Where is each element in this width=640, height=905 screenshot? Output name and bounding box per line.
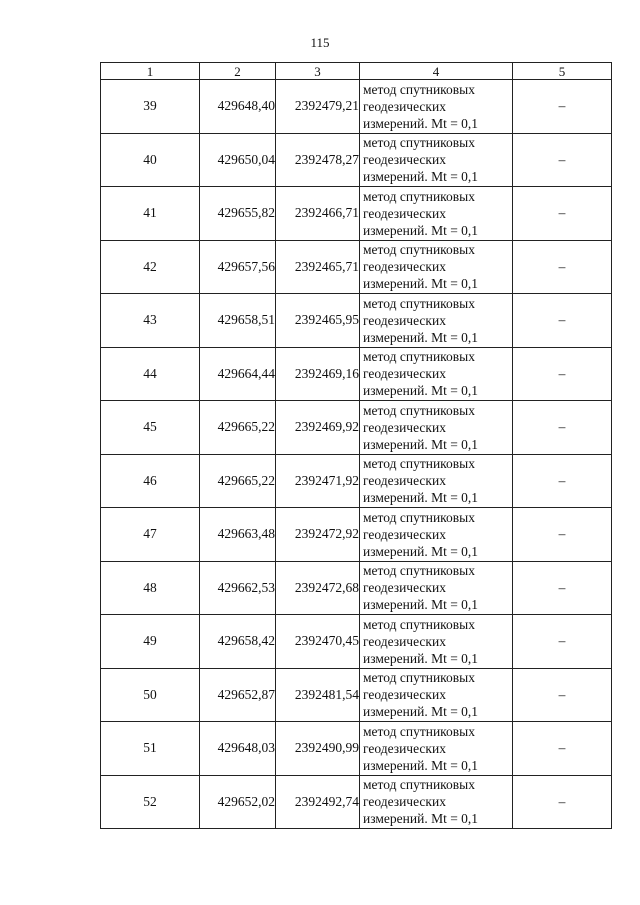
x-coordinate-cell: 429658,51	[200, 294, 276, 348]
y-coordinate-cell: 2392469,92	[276, 401, 360, 455]
table-row	[101, 240, 612, 294]
method-line: измерений. Mt = 0,1	[363, 757, 479, 773]
method-line: измерений. Mt = 0,1	[363, 276, 479, 292]
point-number-cell: 41	[101, 187, 200, 241]
method-line: метод спутниковых	[363, 563, 475, 579]
note-cell: –	[513, 508, 612, 562]
point-number-cell: 49	[101, 615, 200, 669]
method-line: метод спутниковых	[363, 777, 475, 793]
y-coordinate-cell: 2392472,68	[276, 561, 360, 615]
x-coordinate-cell: 429652,02	[200, 775, 276, 829]
method-line: метод спутниковых	[363, 135, 475, 151]
method-line: измерений. Mt = 0,1	[363, 490, 479, 506]
method-line: геодезических	[363, 526, 446, 542]
note-cell: –	[513, 561, 612, 615]
table-row	[101, 187, 612, 241]
x-coordinate-cell: 429665,22	[200, 454, 276, 508]
y-coordinate-cell: 2392466,71	[276, 187, 360, 241]
table-row	[101, 80, 612, 134]
y-coordinate-cell: 2392490,99	[276, 722, 360, 776]
note-cell: –	[513, 454, 612, 508]
column-header: 2	[200, 63, 276, 80]
point-number-cell: 47	[101, 508, 200, 562]
note-cell: –	[513, 133, 612, 187]
method-line: метод спутниковых	[363, 402, 475, 418]
method-cell	[360, 401, 513, 455]
table-row	[101, 508, 612, 562]
method-line: геодезических	[363, 794, 446, 810]
coordinates-table	[100, 62, 612, 829]
column-header: 4	[360, 63, 513, 80]
method-line: геодезических	[363, 633, 446, 649]
point-number-cell: 40	[101, 133, 200, 187]
method-cell	[360, 80, 513, 134]
method-cell	[360, 722, 513, 776]
x-coordinate-cell: 429665,22	[200, 401, 276, 455]
method-cell	[360, 615, 513, 669]
method-line: измерений. Mt = 0,1	[363, 436, 479, 452]
method-line: измерений. Mt = 0,1	[363, 329, 479, 345]
point-number-cell: 43	[101, 294, 200, 348]
table-row	[101, 775, 612, 829]
method-line: метод спутниковых	[363, 349, 475, 365]
y-coordinate-cell: 2392479,21	[276, 80, 360, 134]
method-line: измерений. Mt = 0,1	[363, 811, 479, 827]
method-cell	[360, 294, 513, 348]
point-number-cell: 51	[101, 722, 200, 776]
method-cell	[360, 347, 513, 401]
method-cell	[360, 240, 513, 294]
method-line: измерений. Mt = 0,1	[363, 543, 479, 559]
method-line: измерений. Mt = 0,1	[363, 383, 479, 399]
column-header: 5	[513, 63, 612, 80]
point-number-cell: 44	[101, 347, 200, 401]
table-row	[101, 133, 612, 187]
note-cell: –	[513, 722, 612, 776]
point-number-cell: 46	[101, 454, 200, 508]
method-cell	[360, 187, 513, 241]
x-coordinate-cell: 429648,03	[200, 722, 276, 776]
method-cell	[360, 561, 513, 615]
table-row	[101, 454, 612, 508]
point-number-cell: 39	[101, 80, 200, 134]
column-header: 3	[276, 63, 360, 80]
note-cell: –	[513, 615, 612, 669]
method-line: измерений. Mt = 0,1	[363, 597, 479, 613]
method-line: геодезических	[363, 419, 446, 435]
method-cell	[360, 454, 513, 508]
point-number-cell: 50	[101, 668, 200, 722]
y-coordinate-cell: 2392469,16	[276, 347, 360, 401]
method-line: геодезических	[363, 473, 446, 489]
method-line: метод спутниковых	[363, 295, 475, 311]
method-line: метод спутниковых	[363, 456, 475, 472]
method-line: измерений. Mt = 0,1	[363, 222, 479, 238]
y-coordinate-cell: 2392492,74	[276, 775, 360, 829]
table-row	[101, 561, 612, 615]
method-line: геодезических	[363, 152, 446, 168]
method-line: метод спутниковых	[363, 188, 475, 204]
page-number: 115	[310, 35, 330, 50]
method-line: метод спутниковых	[363, 670, 475, 686]
x-coordinate-cell: 429658,42	[200, 615, 276, 669]
note-cell: –	[513, 240, 612, 294]
point-number-cell: 48	[101, 561, 200, 615]
x-coordinate-cell: 429655,82	[200, 187, 276, 241]
point-number-cell: 52	[101, 775, 200, 829]
method-line: геодезических	[363, 98, 446, 114]
method-line: измерений. Mt = 0,1	[363, 704, 479, 720]
x-coordinate-cell: 429662,53	[200, 561, 276, 615]
method-cell	[360, 775, 513, 829]
point-number-cell: 42	[101, 240, 200, 294]
method-line: метод спутниковых	[363, 242, 475, 258]
table-row	[101, 722, 612, 776]
method-line: геодезических	[363, 205, 446, 221]
table-row	[101, 668, 612, 722]
method-line: геодезических	[363, 366, 446, 382]
point-number-cell: 45	[101, 401, 200, 455]
y-coordinate-cell: 2392472,92	[276, 508, 360, 562]
column-header: 1	[101, 63, 200, 80]
note-cell: –	[513, 347, 612, 401]
method-cell	[360, 133, 513, 187]
note-cell: –	[513, 187, 612, 241]
note-cell: –	[513, 775, 612, 829]
y-coordinate-cell: 2392478,27	[276, 133, 360, 187]
table-row	[101, 294, 612, 348]
x-coordinate-cell: 429652,87	[200, 668, 276, 722]
method-line: измерений. Mt = 0,1	[363, 650, 479, 666]
method-line: метод спутниковых	[363, 616, 475, 632]
note-cell: –	[513, 80, 612, 134]
table-row	[101, 401, 612, 455]
method-line: геодезических	[363, 687, 446, 703]
note-cell: –	[513, 294, 612, 348]
note-cell: –	[513, 668, 612, 722]
method-cell	[360, 668, 513, 722]
method-line: измерений. Mt = 0,1	[363, 115, 479, 131]
method-line: метод спутниковых	[363, 81, 475, 97]
y-coordinate-cell: 2392465,71	[276, 240, 360, 294]
table-header-row	[101, 63, 612, 80]
method-line: геодезических	[363, 580, 446, 596]
method-line: геодезических	[363, 740, 446, 756]
table-row	[101, 347, 612, 401]
x-coordinate-cell: 429650,04	[200, 133, 276, 187]
x-coordinate-cell: 429663,48	[200, 508, 276, 562]
x-coordinate-cell: 429648,40	[200, 80, 276, 134]
method-line: измерений. Mt = 0,1	[363, 169, 479, 185]
method-cell	[360, 508, 513, 562]
method-line: геодезических	[363, 259, 446, 275]
y-coordinate-cell: 2392470,45	[276, 615, 360, 669]
method-line: метод спутниковых	[363, 723, 475, 739]
method-line: метод спутниковых	[363, 509, 475, 525]
note-cell: –	[513, 401, 612, 455]
y-coordinate-cell: 2392481,54	[276, 668, 360, 722]
x-coordinate-cell: 429657,56	[200, 240, 276, 294]
y-coordinate-cell: 2392465,95	[276, 294, 360, 348]
method-line: геодезических	[363, 312, 446, 328]
x-coordinate-cell: 429664,44	[200, 347, 276, 401]
y-coordinate-cell: 2392471,92	[276, 454, 360, 508]
table-row	[101, 615, 612, 669]
